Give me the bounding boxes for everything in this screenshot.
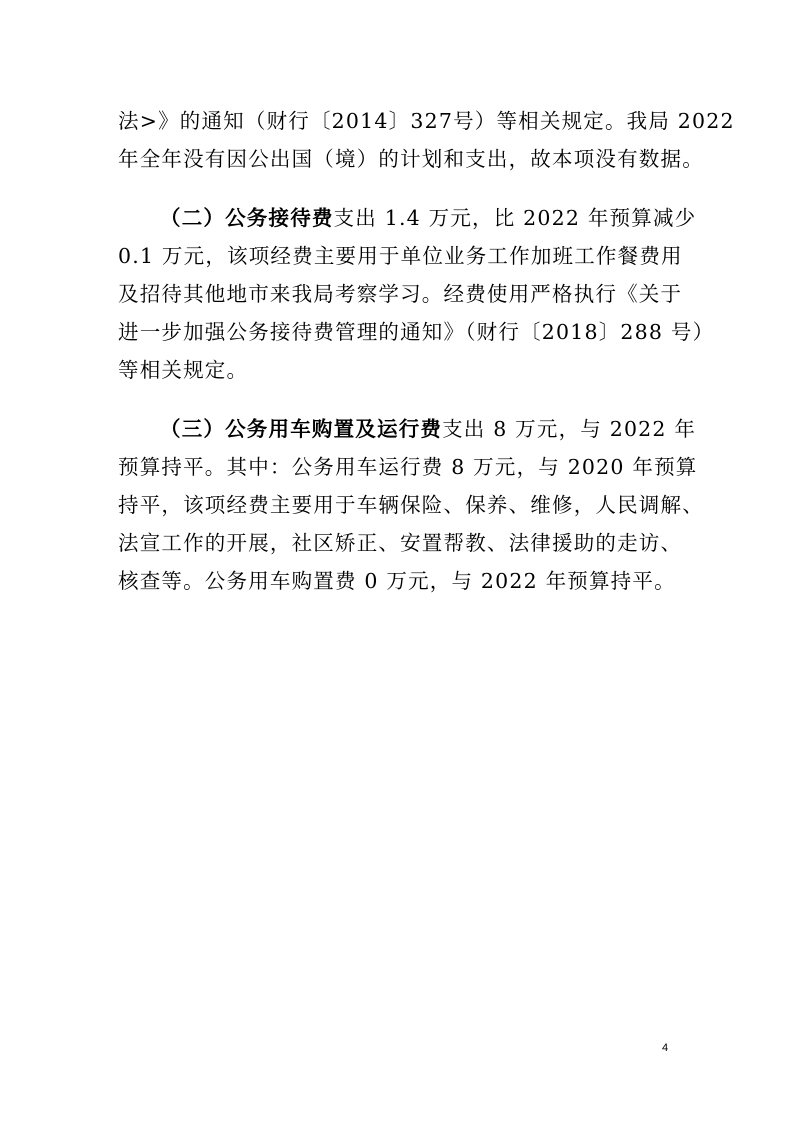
paragraph-2-line-3: 及招待其他地市来我局考察学习。经费使用严格执行《关于: [118, 282, 683, 306]
paragraph-2-line-1: [160, 205, 697, 231]
paragraph-2-line-2: 0.1 万元，该项经费主要用于单位业务工作加班工作餐费用: [118, 244, 683, 268]
paragraph-3-line-1: [160, 416, 697, 442]
paragraph-3-line-5: 核查等。公务用车购置费 0 万元，与 2022 年预算持平。: [118, 569, 676, 593]
paragraph-3-line-2: 预算持平。其中：公务用车运行费 8 万元，与 2020 年预算: [118, 455, 698, 479]
paragraph-3-line-3: 持平，该项经费主要用于车辆保险、保养、维修，人民调解、: [118, 493, 704, 517]
page-number: 4: [662, 1042, 669, 1054]
section-heading-reception-expenses: （二）公务接待费: [160, 206, 334, 230]
paragraph-2-line-1-text: 支出 1.4 万元，比 2022 年预算减少: [333, 206, 697, 230]
paragraph-1-line-2: 年全年没有因公出国（境）的计划和支出，故本项没有数据。: [118, 147, 704, 171]
section-heading-vehicle-expenses: （三）公务用车购置及运行费: [160, 417, 443, 441]
paragraph-3-line-1-text: 支出 8 万元，与 2022 年: [442, 417, 697, 441]
paragraph-3-line-4: 法宣工作的开展，社区矫正、安置帮教、法律援助的走访、: [118, 531, 683, 555]
paragraph-2-line-5: 等相关规定。: [118, 358, 249, 382]
paragraph-2-line-4: 进一步加强公务接待费管理的通知》（财行〔2018〕288 号）: [118, 320, 715, 344]
paragraph-1-line-1: 法>》的通知（财行〔2014〕327号）等相关规定。我局 2022: [118, 109, 735, 133]
